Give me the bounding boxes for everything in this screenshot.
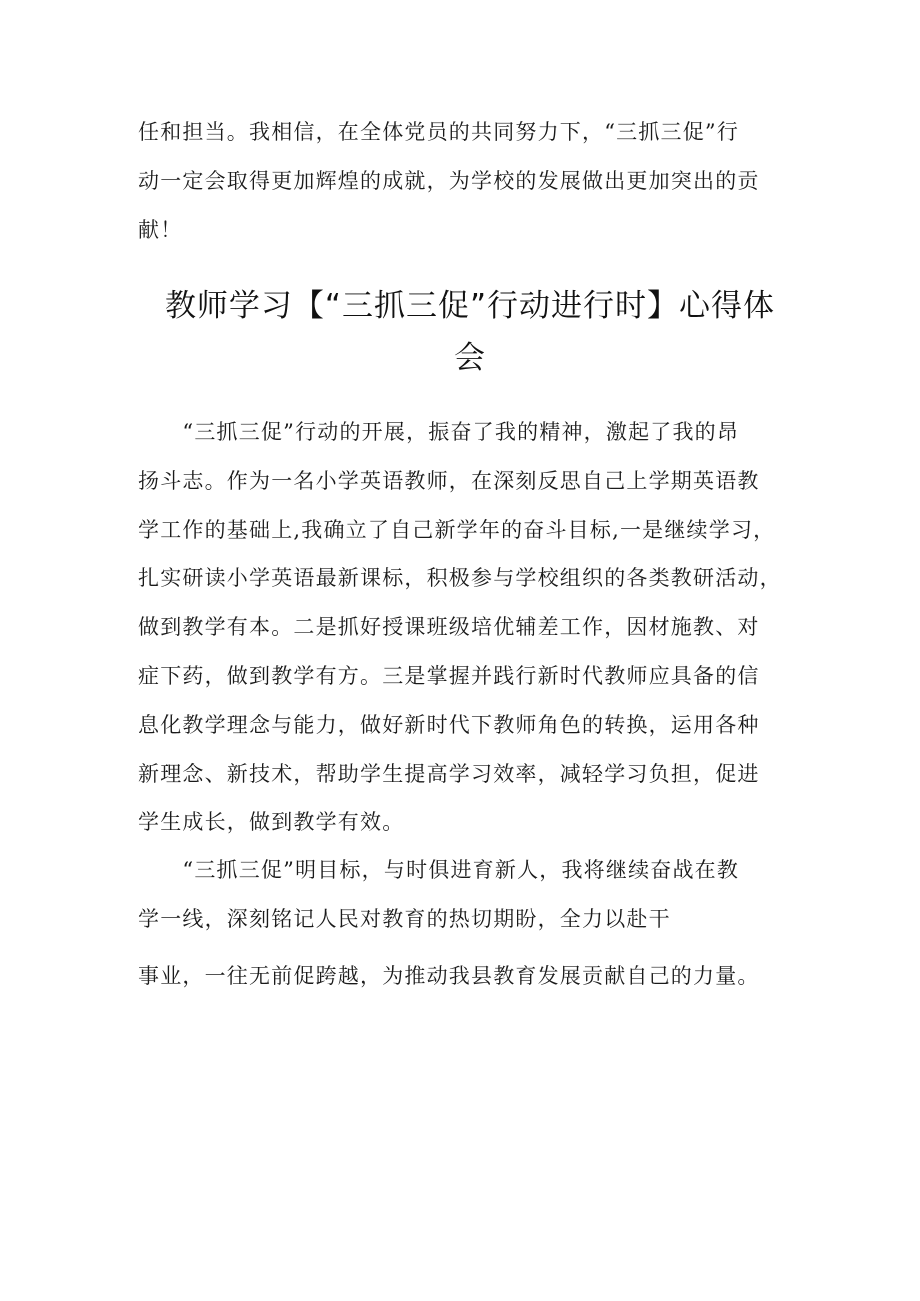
text-line: 任和担当。我相信，在全体党员的共同努力下，“三抓三促”行 [138, 120, 740, 144]
text-line: “三抓三促”明目标，与时俱进育新人，我将继续奋战在教 [138, 858, 740, 882]
text-line: 做到教学有本。二是抓好授课班级培优辅差工作，因材施教、对 [138, 615, 760, 640]
intro-paragraph [138, 108, 788, 254]
article-title [120, 280, 820, 384]
text-line: “三抓三促”行动的开展，振奋了我的精神，激起了我的昂 [138, 420, 740, 444]
body-paragraph-1 [138, 408, 788, 847]
text-line: 新理念、新技术，帮助学生提高学习效率，减轻学习负担，促进 [138, 761, 760, 786]
text-line: 症下药，做到教学有方。三是掌握并践行新时代教师应具备的信 [138, 663, 760, 688]
text-line: 献！ [138, 217, 183, 242]
text-line: 学生成长，做到教学有效。 [138, 810, 405, 835]
text-line: 扬斗志。作为一名小学英语教师，在深刻反思自己上学期英语教 [138, 468, 760, 493]
title-line: 会 [454, 340, 486, 376]
text-line: 扎实研读小学英语最新课标，积极参与学校组织的各类教研活动， [138, 566, 782, 591]
text-line: 学一线，深刻铭记人民对教育的热切期盼，全力以赴干 [138, 906, 671, 931]
body-paragraph-2 [138, 846, 788, 944]
text-line: 动一定会取得更加辉煌的成就，为学校的发展做出更加突出的贡 [138, 168, 760, 193]
title-line: 教师学习【“三抓三促”行动进行时】心得体 [164, 288, 776, 324]
text-line: 息化教学理念与能力，做好新时代下教师角色的转换，运用各种 [138, 712, 760, 737]
closing-line: 事业，一往无前促跨越，为推动我县教育发展贡献自己的力量。 [138, 964, 760, 988]
text-line: 学工作的基础上,我确立了自己新学年的奋斗目标,一是继续学习， [138, 517, 776, 542]
